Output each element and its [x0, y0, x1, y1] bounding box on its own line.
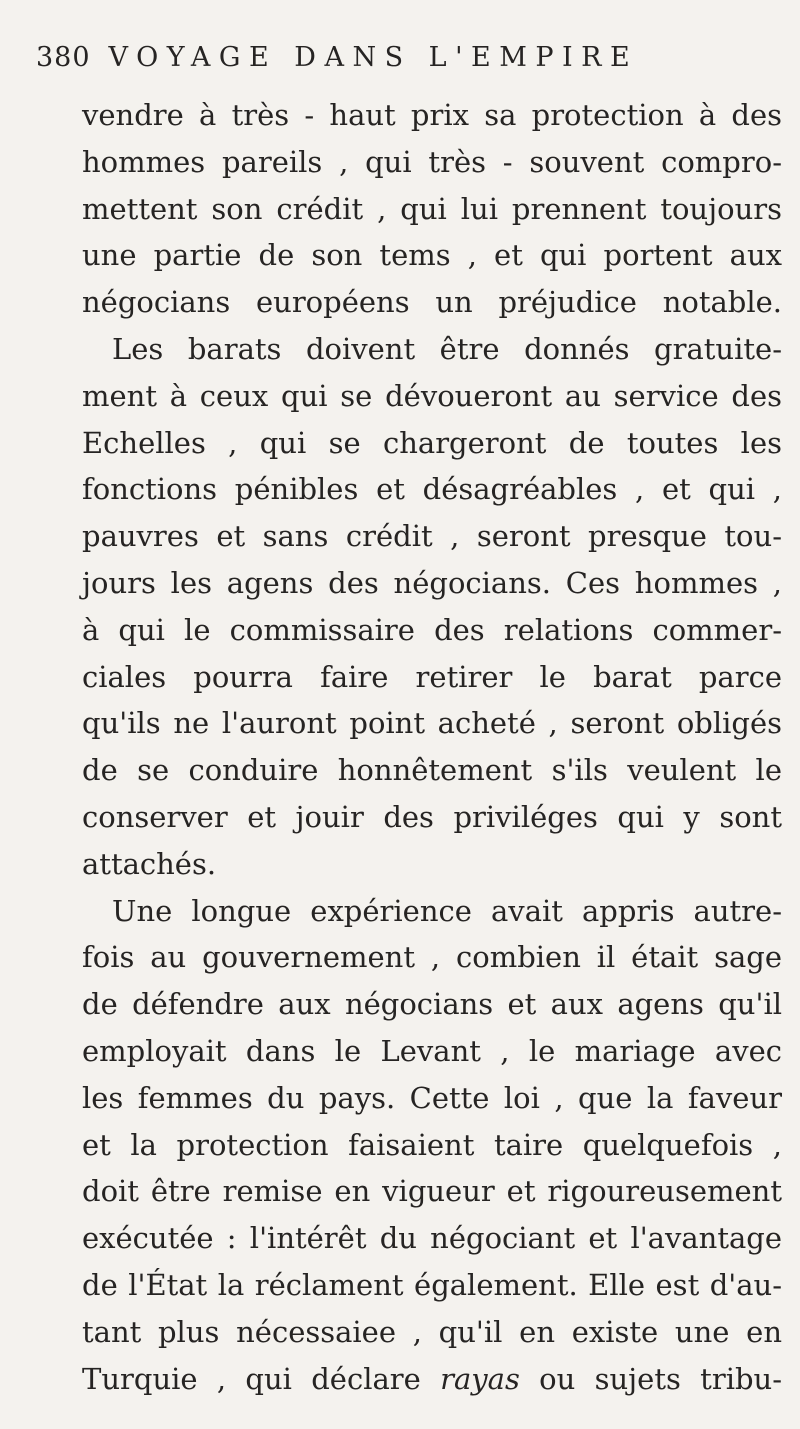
- text-line: hommes pareils , qui très - souvent compro-: [82, 144, 782, 179]
- text-line: tant plus nécessaiee , qu'il en existe une en: [82, 1314, 782, 1349]
- text-line: ciales pourra faire retirer le barat parce: [82, 659, 782, 694]
- text-line: de se conduire honnêtement s'ils veulent le: [82, 753, 782, 788]
- text-line-last: [82, 1356, 782, 1403]
- text-line: négocians européens un préjudice notable.: [82, 285, 782, 320]
- text-line: Echelles , qui se chargeront de toutes les: [82, 425, 782, 460]
- text-line: de défendre aux négocians et aux agens qu'il: [82, 987, 782, 1022]
- text-line: vendre à très - haut prix sa protection à des: [82, 98, 782, 132]
- text-line: qu'ils ne l'auront point acheté , seront obligés: [82, 706, 782, 741]
- text-line: jours les agens des négocians. Ces hommes ,: [82, 565, 782, 600]
- text-line: de l'État la réclament également. Elle est d'au-: [82, 1267, 782, 1302]
- body-text: [82, 92, 782, 1402]
- text-line: ment à ceux qui se dévoueront au service des: [82, 378, 782, 413]
- text-line: fonctions pénibles et désagréables , et qui ,: [82, 472, 782, 507]
- text-line: attachés.: [82, 846, 217, 881]
- text-line: fois au gouvernement , combien il était sage: [82, 940, 782, 975]
- text-line: Une longue expérience avait appris autre-: [112, 893, 782, 928]
- text-line: doit être remise en vigueur et rigoureusement: [82, 1174, 782, 1209]
- text-line: exécutée : l'intérêt du négociant et l'avantage: [82, 1221, 782, 1256]
- running-head: [36, 38, 776, 78]
- text-line: une partie de son tems , et qui portent aux: [82, 238, 782, 273]
- text-line: mettent son crédit , qui lui prennent toujours: [82, 191, 782, 226]
- text-line: et la protection faisaient taire quelquefois ,: [82, 1127, 782, 1162]
- text-line: à qui le commissaire des relations commer-: [82, 612, 782, 647]
- text-line: conserver et jouir des priviléges qui y sont: [82, 799, 782, 834]
- italic-term: rayas: [440, 1361, 520, 1396]
- text-line: Les barats doivent être donnés gratuite-: [112, 331, 782, 366]
- text-line: les femmes du pays. Cette loi , que la faveur: [82, 1080, 782, 1115]
- text-segment: Turquie , qui déclare: [82, 1361, 441, 1396]
- page-number: 380: [36, 42, 91, 73]
- text-segment: ou sujets tribu-: [519, 1361, 783, 1396]
- text-line: pauvres et sans crédit , seront presque tou-: [82, 519, 782, 554]
- running-title: VOYAGE DANS L'EMPIRE: [108, 42, 639, 73]
- text-line: employait dans le Levant , le mariage avec: [82, 1033, 782, 1068]
